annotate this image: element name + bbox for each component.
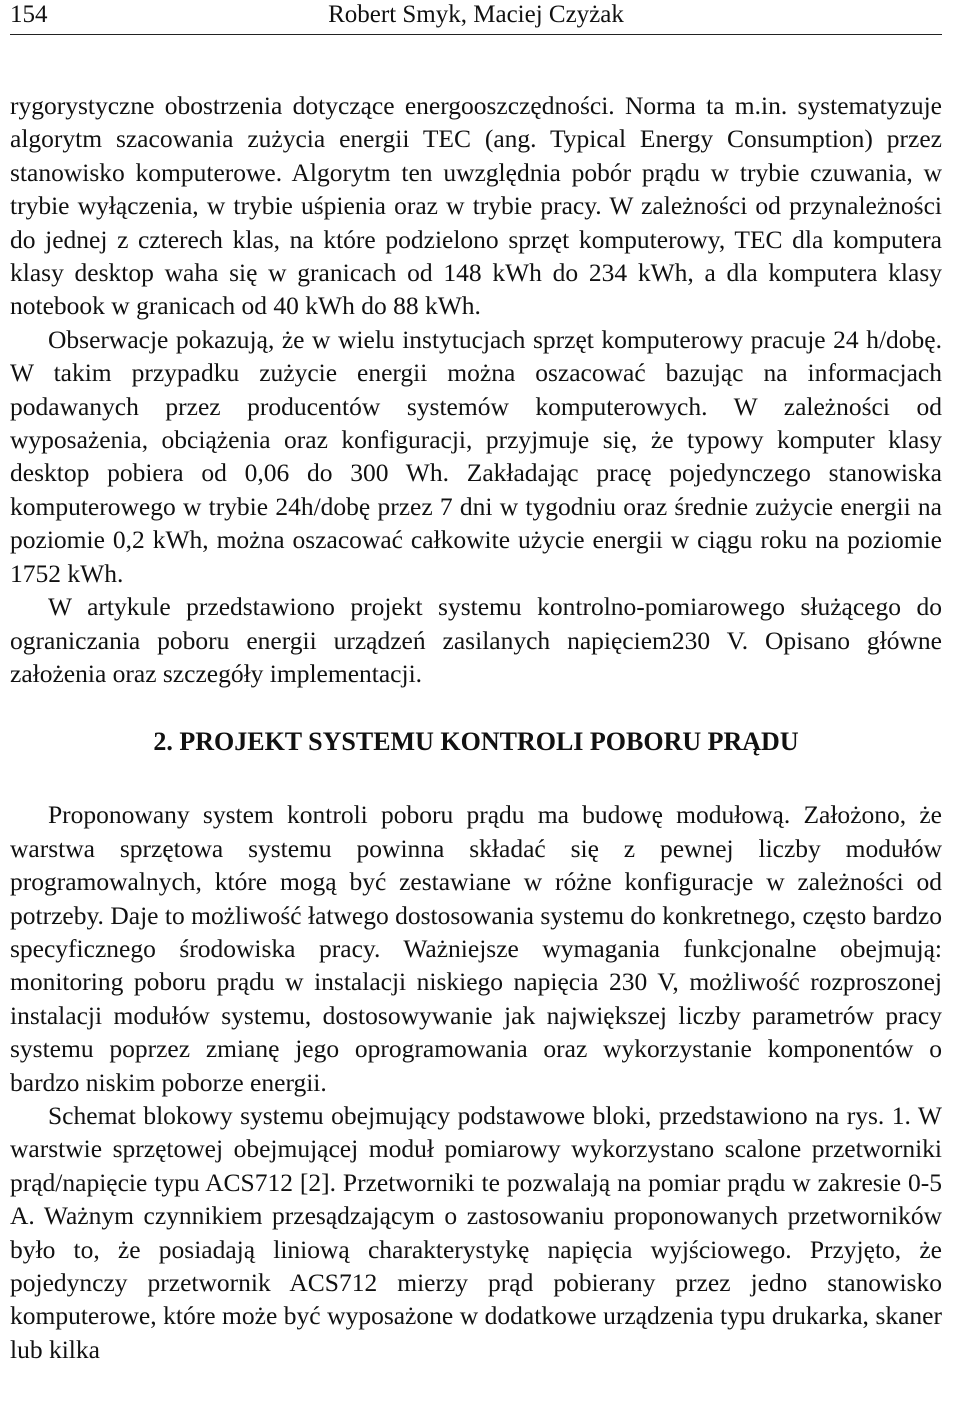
paragraph-intro-1: rygorystyczne obostrzenia dotyczące energooszczędności. Norma ta m.in. systematyzuje algorytm szacowania zużycia energii TEC (ang. Typical Energy Consumption) przez stanowisko komputerowe. Algorytm ten uwzględnia pobór prądu w trybie czuwania, w trybie wyłączenia, w trybie uśpienia oraz w trybie pracy. W zależności od przynależności do jednej z czterech klas, na które podzielono sprzęt komputerowy, TEC dla komputera klasy desktop waha się w granicach od 148 kWh do 234 kWh, a dla komputera klasy notebook w granicach od 40 kWh do 88 kWh. <box>10 91 942 321</box>
page-number: 154 <box>10 1 48 28</box>
running-header <box>10 0 942 35</box>
paragraph-section-2: Schemat blokowy systemu obejmujący podstawowe bloki, przedstawiono na rys. 1. W warstwie sprzętowej obejmującej moduł pomiarowy wykorzystano scalone przetworniki prąd/napięcie typu ACS712 [2]. Przetworniki te pozwalają na pomiar prądu w zakresie 0-5 A. Ważnym czynnikiem przesądzającym o zastosowaniu proponowanych przetworników było to, że posiadają liniową charakterystykę napięcia wyjściowego. Przyjęto, że pojedynczy przetwornik ACS712 mierzy prąd pobierany przez jedno stanowisko komputerowe, które może być wyposażone w dodatkowe urządzenia typu drukarka, skaner lub kilka <box>10 1100 942 1364</box>
paragraph-intro-2: Obserwacje pokazują, że w wielu instytucjach sprzęt komputerowy pracuje 24 h/dobę. W takim przypadku zużycie energii można oszacować bazując na informacjach podawanych przez producentów systemów komputerowych. W zależności od wyposażenia, obciążenia oraz konfiguracji, przyjmuje się, że typowy komputer klasy desktop pobiera od 0,06 do 300 Wh. Zakładając pracę pojedynczego stanowiska komputerowego w trybie 24h/dobę przez 7 dni w tygodniu oraz średnie zużycie energii na poziomie 0,2 kWh, można oszacować całkowite użycie energii w ciągu roku na poziomie 1752 kWh. <box>10 324 942 588</box>
paragraph-section-1: Proponowany system kontroli poboru prądu ma budowę modułową. Założono, że warstwa sprzętowa systemu powinna składać się z pewnej liczby modułów programowalnych, które mogą być zestawiane w różne konfiguracje w zależności od potrzeby. Daje to możliwość łatwego dostosowania systemu do konkretnego, często bardzo specyficznego środowiska pracy. Ważniejsze wymagania funkcjonalne obejmują: monitoring poboru prądu w instalacji niskiego napięcia 230 V, możliwość rozproszonej instalacji modułów systemu, dostosowywanie jak największej liczby parametrów pracy systemu poprzez zmianę jego oprogramowania oraz wykorzystanie komponentów o bardzo niskim poborze energii. <box>10 800 942 1097</box>
section-heading: 2. PROJEKT SYSTEMU KONTROLI POBORU PRĄDU <box>153 727 799 757</box>
header-authors: Robert Smyk, Maciej Czyżak <box>328 1 624 28</box>
body-text <box>10 89 942 1366</box>
document-page <box>10 0 942 1366</box>
paragraph-intro-3: W artykule przedstawiono projekt systemu kontrolno-pomiarowego służącego do ograniczania poboru energii urządzeń zasilanych napięciem230 V. Opisano główne założenia oraz szczegóły implementacji. <box>10 592 942 688</box>
